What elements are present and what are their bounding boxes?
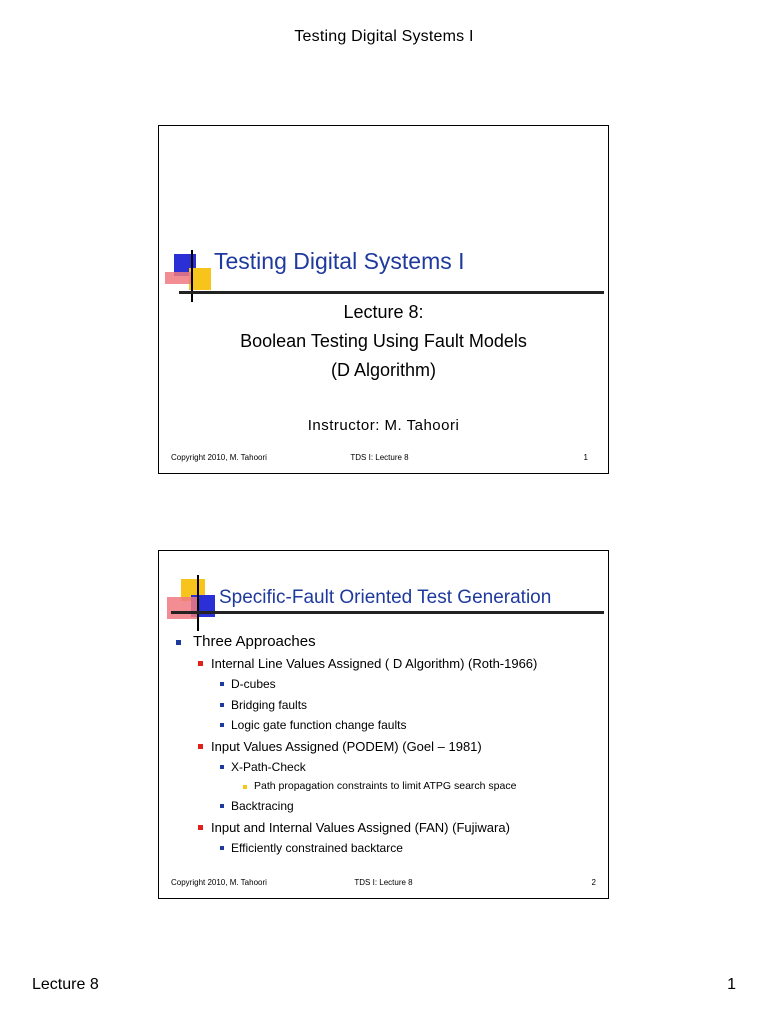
bullet-marker-icon (243, 785, 247, 789)
bullet-item: Efficiently constrained backtarce (159, 838, 608, 859)
footer-slide-number: 1 (583, 453, 588, 462)
bullet-marker-icon (176, 640, 181, 645)
subtitle-line-3: (D Algorithm) (330, 360, 437, 380)
bullet-item: D-cubes (159, 674, 608, 695)
bullet-marker-icon (220, 846, 224, 850)
bullet-item: Internal Line Values Assigned ( D Algorithm) (Roth-1966) (159, 653, 608, 674)
bullet-item: Bridging faults (159, 695, 608, 716)
page-header: Testing Digital Systems I (294, 28, 474, 45)
subtitle-line-1: Lecture 8: (343, 302, 424, 322)
bullet-marker-icon (198, 825, 203, 830)
page-number: 1 (727, 976, 736, 993)
slide-title: Testing Digital Systems I (214, 248, 465, 274)
bullet-item: Path propagation constraints to limit ATPG search space (159, 777, 608, 796)
slide-logo-icon (167, 573, 227, 633)
footer-course: TDS I: Lecture 8 (354, 878, 413, 887)
bullet-marker-icon (220, 804, 224, 808)
slide-footer (171, 453, 588, 465)
bullet-item: X-Path-Check (159, 757, 608, 778)
slide-title: Specific-Fault Oriented Test Generation (219, 587, 552, 608)
bullet-marker-icon (220, 682, 224, 686)
bullet-marker-icon (198, 744, 203, 749)
slide-2 (158, 550, 609, 899)
subtitle-line-2: Boolean Testing Using Fault Models (240, 331, 527, 351)
instructor: Instructor: M. Tahoori (307, 417, 460, 434)
slide-1 (158, 125, 609, 474)
title-divider (179, 291, 604, 294)
bullet-list (159, 631, 608, 858)
footer-copyright: Copyright 2010, M. Tahoori (171, 453, 267, 462)
page-footer-lecture: Lecture 8 (32, 976, 99, 993)
bullet-marker-icon (220, 723, 224, 727)
footer-copyright: Copyright 2010, M. Tahoori (171, 878, 267, 887)
bullet-marker-icon (220, 765, 224, 769)
bullet-item: Logic gate function change faults (159, 715, 608, 736)
bullet-item: Backtracing (159, 796, 608, 817)
footer-course: TDS I: Lecture 8 (350, 453, 409, 462)
bullet-marker-icon (220, 703, 224, 707)
title-divider (171, 611, 604, 614)
footer-slide-number: 2 (591, 878, 596, 887)
bullet-marker-icon (198, 661, 203, 666)
bullet-item: Three Approaches (159, 631, 608, 653)
bullet-item: Input and Internal Values Assigned (FAN) (Fujiwara) (159, 817, 608, 838)
slide-footer (171, 878, 596, 890)
bullet-item: Input Values Assigned (PODEM) (Goel – 1981) (159, 736, 608, 757)
